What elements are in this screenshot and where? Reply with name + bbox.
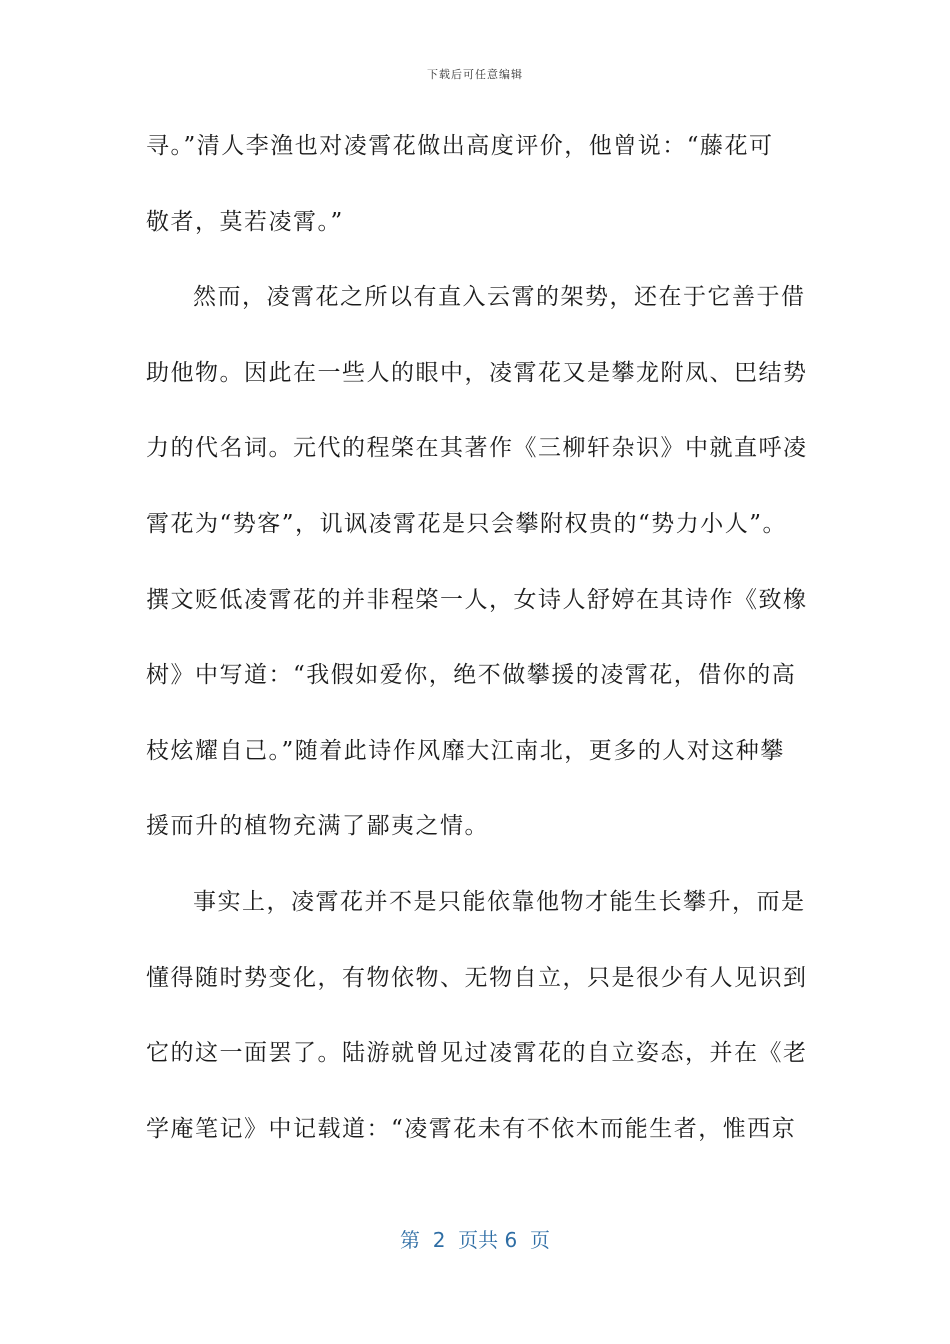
text-line: 寻。”清人李渔也对凌霄花做出高度评价，他曾说：“藤花可 <box>146 133 774 159</box>
text-line: 枝炫耀自己。”随着此诗作风靡大江南北，更多的人对这种攀 <box>146 737 785 764</box>
document-body <box>146 118 806 1176</box>
text-line: 树》中写道：“我假如爱你，绝不做攀援的凌霄花，借你的高 <box>146 662 797 689</box>
text-line: 助他物。因此在一些人的眼中，凌霄花又是攀龙附凤、巴结势 <box>146 359 808 386</box>
text-line: 撰文贬低凌霄花的并非程棨一人，女诗人舒婷在其诗作《致橡 <box>146 586 808 613</box>
page-number: 第 2 页共 6 页 <box>400 1228 550 1252</box>
paragraph-start-line: 然而，凌霄花之所以有直入云霄的架势，还在于它善于借 <box>193 284 806 311</box>
paragraph-start-line: 事实上，凌霄花并不是只能依靠他物才能生长攀升，而是 <box>193 888 806 915</box>
text-line: 霄花为“势客”，讥讽凌霄花是只会攀附权贵的“势力小人”。 <box>146 510 788 537</box>
text-line: 懂得随时势变化，有物依物、无物自立，只是很少有人见识到 <box>146 964 808 991</box>
text-line: 援而升的植物充满了鄙夷之情。 <box>146 813 489 840</box>
text-line: 敬者，莫若凌霄。” <box>146 208 344 235</box>
text-line: 它的这一面罢了。陆游就曾见过凌霄花的自立姿态，并在《老 <box>146 1040 808 1067</box>
text-line: 学庵笔记》中记载道：“凌霄花未有不依木而能生者，惟西京 <box>146 1115 797 1142</box>
header-note: 下载后可任意编辑 <box>427 68 523 81</box>
text-line: 力的代名词。元代的程棨在其著作《三柳轩杂识》中就直呼凌 <box>146 435 808 462</box>
